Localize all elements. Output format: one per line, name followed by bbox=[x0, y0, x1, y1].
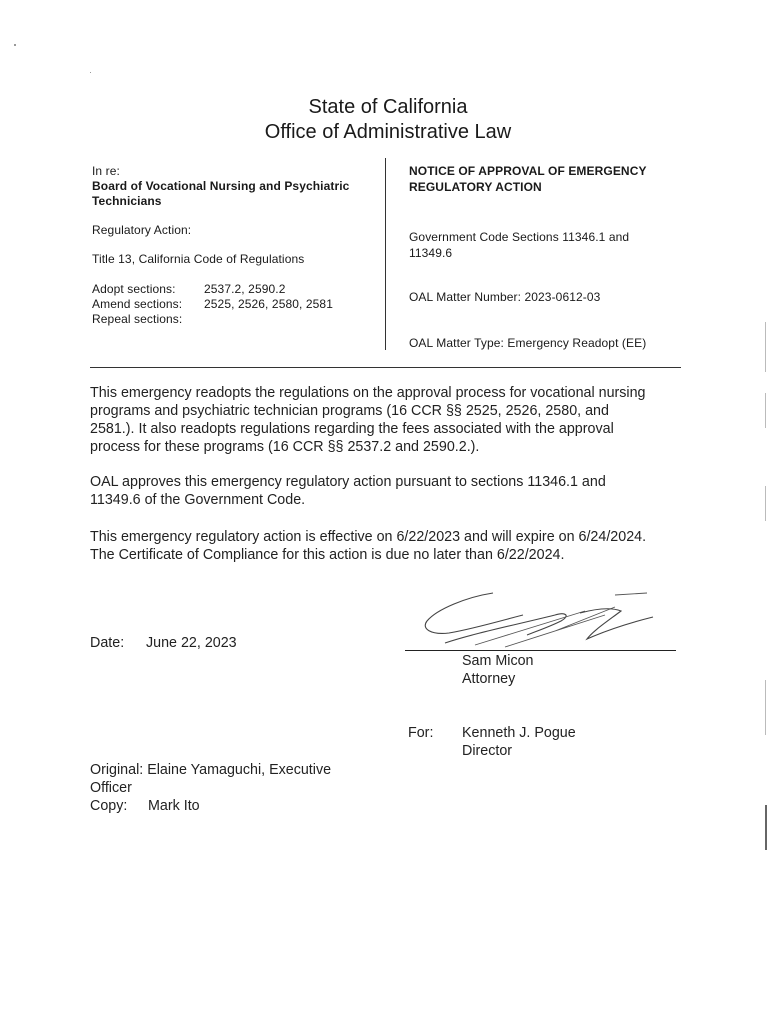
copy-label: Copy: bbox=[90, 798, 128, 814]
oal-matter-number: OAL Matter Number: 2023-0612-03 bbox=[409, 290, 601, 304]
paragraph-3-line-1: This emergency regulatory action is effective on 6/22/2023 and will expire on 6/24/2024. bbox=[90, 529, 647, 545]
gov-code-line1: Government Code Sections 11346.1 and bbox=[409, 230, 630, 244]
scan-speck bbox=[14, 44, 16, 46]
document-title: State of California bbox=[308, 96, 468, 118]
header-separator bbox=[90, 367, 681, 368]
gov-code-line2: 11349.6 bbox=[409, 246, 453, 260]
in-re-label: In re: bbox=[92, 164, 120, 178]
director-name: Kenneth J. Pogue bbox=[462, 725, 576, 741]
original-recipient-line1: Original: Elaine Yamaguchi, Executive bbox=[90, 762, 332, 778]
notice-heading-line2: REGULATORY ACTION bbox=[409, 180, 542, 194]
handwritten-signature bbox=[415, 585, 665, 655]
paragraph-1-line-3: 2581.). It also readopts regulations regarding the fees associated with the approval bbox=[90, 421, 614, 437]
office-name: Office of Administrative Law bbox=[264, 121, 512, 143]
scan-edge-mark bbox=[765, 393, 766, 428]
original-recipient-line2: Officer bbox=[90, 780, 132, 796]
regulatory-action-label: Regulatory Action: bbox=[92, 223, 192, 237]
scan-edge-mark bbox=[765, 805, 767, 850]
notice-heading-line1: NOTICE OF APPROVAL OF EMERGENCY bbox=[409, 164, 647, 178]
adopt-value: 2537.2, 2590.2 bbox=[204, 282, 286, 296]
paragraph-2-line-1: OAL approves this emergency regulatory action pursuant to sections 11346.1 and bbox=[90, 474, 606, 490]
agency-name-line2: Technicians bbox=[92, 194, 162, 208]
paragraph-2-line-2: 11349.6 of the Government Code. bbox=[90, 492, 306, 508]
scan-edge-mark bbox=[765, 680, 766, 735]
amend-label: Amend sections: bbox=[92, 297, 183, 311]
signer-name: Sam Micon bbox=[462, 653, 534, 669]
signer-title: Attorney bbox=[462, 671, 516, 687]
for-label: For: bbox=[408, 725, 434, 741]
ccr-title: Title 13, California Code of Regulations bbox=[92, 252, 305, 266]
paragraph-1-line-1: This emergency readopts the regulations on the approval process for vocational nursing bbox=[90, 385, 646, 401]
date-value: June 22, 2023 bbox=[146, 635, 237, 651]
director-title: Director bbox=[462, 743, 513, 759]
paragraph-1-line-2: programs and psychiatric technician programs (16 CCR §§ 2525, 2526, 2580, and bbox=[90, 403, 609, 419]
paragraph-1-line-4: process for these programs (16 CCR §§ 2537.2 and 2590.2.). bbox=[90, 439, 480, 455]
adopt-label: Adopt sections: bbox=[92, 282, 176, 296]
scan-edge-mark bbox=[765, 322, 766, 372]
column-divider bbox=[385, 158, 386, 350]
signature-line bbox=[405, 650, 676, 651]
date-label: Date: bbox=[90, 635, 125, 651]
amend-value: 2525, 2526, 2580, 2581 bbox=[204, 297, 333, 311]
paragraph-3-line-2: The Certificate of Compliance for this action is due no later than 6/22/2024. bbox=[90, 547, 565, 563]
agency-name-line1: Board of Vocational Nursing and Psychiatric bbox=[92, 179, 350, 193]
copy-recipient: Mark Ito bbox=[148, 798, 200, 814]
repeal-label: Repeal sections: bbox=[92, 312, 183, 326]
scan-edge-mark bbox=[765, 486, 766, 521]
oal-matter-type: OAL Matter Type: Emergency Readopt (EE) bbox=[409, 336, 647, 350]
scan-speck bbox=[90, 72, 91, 73]
